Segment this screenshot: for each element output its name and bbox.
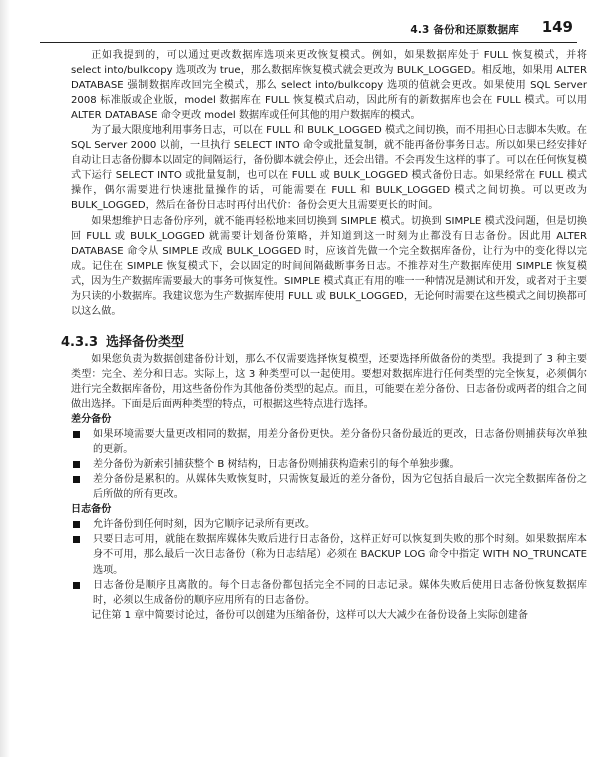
- paragraph-log-switching: 为了最大限度地利用事务日志，可以在 FULL 和 BULK_LOGGED 模式之间切换，而不用担心日志脚本失败。在 SQL Server 2000 以前，一旦执行 SELECT INTO 命令或批量复制，就不能再备份事务日志。所以如果已经安排好自动让日志备份脚本以固定的间隔运行，备份脚本就会停止，还会出错。不会再发生这样的事了。可以在任何恢复模式下运行 SELECT INTO 或批量复制，也可以在 FULL 或 BULK_LOGGED 模式备份日志。如果经常在 FULL 模式操作，偶尔需要进行快速批量操作的话，可能需要在 FULL 和 BULK_LOGGED 模式之间切换。可以更改为 BULK_LOGGED，然后在备份日志时再付出代价：备份会更大且需要更长的时间。: [71, 125, 587, 212]
- list-item-text: 日志备份是顺序且离散的。每个日志备份都包括完全不同的日志记录。媒体失败后使用日志备份恢复数据库时，必须以生成备份的顺序应用所有的日志备份。: [93, 579, 587, 606]
- paragraph-simple-mode: 如果想维护日志备份序列，就不能再轻松地来回切换到 SIMPLE 模式。切换到 SIMPLE 模式没问题，但是切换回 FULL 或 BULK_LOGGED 就需要计划备份策略，并知道到这一时刻为止都没有日志备份。因此用 ALTER DATABASE 命令从 SIMPLE 改成 BULK_LOGGED 时，应该首先做一个完全数据库备份，让行为中的变化得以完成。记住在 SIMPLE 恢复模式下，会以固定的时间间隔截断事务日志。不推荐对生产数据库使用 SIMPLE 恢复模式，因为生产数据库需要最大的事务可恢复性。SIMPLE 模式真正有用的唯一一种情况是测试和开发，或者对于主要为只读的小数据库。我建议您为生产数据库使用 FULL 或 BULK_LOGGED，无论何时需要在这些模式之间切换都可以这么做。: [71, 215, 587, 317]
- paragraph-backup-types-intro: 如果您负责为数据创建备份计划，那么不仅需要选择恢复模型，还要选择所做备份的类型。我提到了 3 种主要类型：完全、差分和日志。实际上，这 3 种类型可以一起使用。要想对数据库进行任何类型的完全恢复，必须偶尔进行完全数据库备份，用这些备份作为其他备份类型的起点。而且，可能要在差分备份、日志备份或两者的组合之间做出选择。下面是后面两种类型的特点，可根据这些特点进行选择。: [71, 353, 587, 410]
- log-backup-list: [71, 517, 587, 607]
- paragraph-recovery-options: 正如我提到的，可以通过更改数据库选项来更改恢复模式。例如，如果数据库处于 FULL 恢复模式，并将 select into/bulkcopy 选项改为 true，那么数据库恢复模式就会更改为 BULK_LOGGED。相反地，如果用 ALTER DATABASE 强制数据库改回完全模式，那么 select into/bulkcopy 选项的值就会更改。如果使用 SQL Server 2008 标准版或企业版，model 数据库在 FULL 恢复模式启动，因此所有的新数据库也会在 FULL 模式。可以用 ALTER DATABASE 命令更改 model 数据库或任何其他的用户数据库的模式。: [71, 50, 587, 122]
- section-number: 4.3.3: [61, 334, 99, 350]
- square-bullet-icon: [73, 536, 80, 543]
- list-item: [71, 457, 587, 472]
- header-section-title: 4.3 备份和还原数据库: [410, 24, 519, 36]
- list-item-text: 差分备份为新索引捕获整个 B 树结构，日志备份则捕获构造索引的每个单独步骤。: [93, 459, 460, 471]
- square-bullet-icon: [73, 582, 80, 589]
- scan-edge-shadow: [0, 0, 10, 757]
- differential-backup-list: [71, 427, 587, 502]
- list-item-text: 差分备份是累积的。从媒体失败恢复时，只需恢复最近的差分备份，因为它包括自最后一次完全数据库备份之后所做的所有更改。: [93, 474, 587, 501]
- section-title: 选择备份类型: [106, 334, 185, 350]
- list-item-text: 只要日志可用，就能在数据库媒体失败后进行日志备份，这样正好可以恢复到失败的那个时刻。如果数据库本身不可用，那么最后一次日志备份（称为日志结尾）必须在 BACKUP LOG 命令中指定 WITH NO_TRUNCATE 选项。: [93, 534, 587, 576]
- list-item: [71, 532, 587, 577]
- paragraph-compression-note: 记住第 1 章中简要讨论过，备份可以创建为压缩备份，这样可以大大减少在备份设备上实际创建备: [91, 609, 528, 621]
- list-item-text: 允许备份到任何时刻，因为它顺序记录所有更改。: [93, 519, 316, 531]
- list-item: [71, 472, 587, 502]
- list-item: [71, 427, 587, 457]
- page-body: [61, 48, 587, 623]
- list-item: [71, 517, 587, 532]
- square-bullet-icon: [73, 521, 80, 528]
- page-number: 149: [541, 18, 573, 36]
- differential-backup-heading: 差分备份: [71, 414, 112, 426]
- section-heading: [61, 333, 587, 352]
- square-bullet-icon: [73, 461, 80, 468]
- square-bullet-icon: [73, 431, 80, 438]
- list-item-text: 如果环境需要大量更改相同的数据，用差分备份更快。差分备份只备份最近的更改，日志备份则捕获每次单独的更新。: [93, 429, 587, 456]
- square-bullet-icon: [73, 476, 80, 483]
- log-backup-heading: 日志备份: [71, 504, 112, 516]
- running-header: [40, 18, 577, 43]
- list-item: [71, 578, 587, 608]
